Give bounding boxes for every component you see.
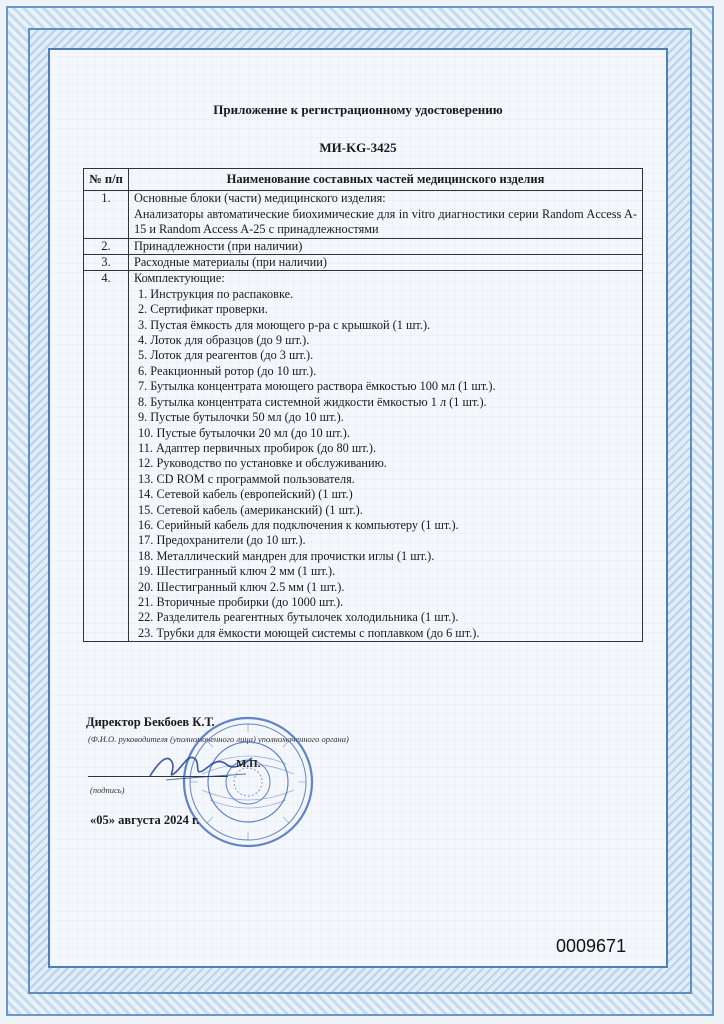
row-name — [129, 191, 643, 238]
component-item: 9. Пустые бутылочки 50 мл (до 10 шт.). — [138, 410, 344, 425]
component-item: 16. Серийный кабель для подключения к компьютеру (1 шт.). — [138, 517, 459, 532]
table-row — [84, 238, 643, 254]
signature-caption: (подпись) — [90, 785, 125, 795]
component-item: 8. Бутылка концентрата системной жидкости ёмкостью 1 л (1 шт.). — [138, 394, 487, 409]
component-item: 4. Лоток для образцов (до 9 шт.). — [138, 333, 310, 348]
component-item: 18. Металлический мандрен для прочистки иглы (1 шт.). — [138, 548, 435, 563]
director-caption: (Ф.И.О. руководителя (уполномоченного лица) уполномоченного органа) — [88, 734, 349, 744]
table-row — [84, 271, 643, 642]
component-item: 6. Реакционный ротор (до 10 шт.). — [138, 363, 317, 378]
row-name: Расходные материалы (при наличии) — [129, 255, 643, 271]
row-name-detail: Анализаторы автоматические биохимические для in vitro диагностики серии Random Access A-15 и Random Access A-25 с принадлежностями — [134, 206, 637, 237]
component-item: 17. Предохранители (до 10 шт.). — [138, 533, 306, 548]
table-row — [84, 255, 643, 271]
row-num: 2. — [84, 238, 129, 254]
component-item: 3. Пустая ёмкость для моющего р-ра с крышкой (1 шт.). — [138, 317, 431, 332]
component-item: 13. CD ROM с программой пользователя. — [138, 471, 355, 486]
component-item: 14. Сетевой кабель (европейский) (1 шт.) — [138, 487, 353, 502]
document-title: Приложение к регистрационному удостоверению — [213, 102, 503, 117]
header-name: Наименование составных частей медицинского изделия — [129, 169, 643, 191]
document-page — [48, 48, 668, 968]
component-item: 12. Руководство по установке и обслуживанию. — [138, 456, 387, 471]
component-item: 2. Сертификат проверки. — [138, 302, 268, 317]
components-table — [83, 168, 643, 642]
component-item: 15. Сетевой кабель (американский) (1 шт.). — [138, 502, 363, 517]
row-name-line: Основные блоки (части) медицинского изделия: — [134, 191, 386, 206]
row-num: 3. — [84, 255, 129, 271]
row-num: 1. — [84, 191, 129, 238]
table-header-row — [84, 169, 643, 191]
stamp-label: М.П. — [236, 758, 261, 770]
serial-number: 0009671 — [556, 936, 627, 956]
component-item: 22. Разделитель реагентных бутылочек холодильника (1 шт.). — [138, 610, 459, 625]
component-item: 23. Трубки для ёмкости моющей системы с поплавком (до 6 шт.). — [138, 625, 480, 640]
component-item: 21. Вторичные пробирки (до 1000 шт.). — [138, 594, 344, 609]
component-item: 11. Адаптер первичных пробирок (до 80 шт.). — [138, 440, 377, 455]
components-list — [134, 287, 637, 641]
component-item: 20. Шестигранный ключ 2.5 мм (1 шт.). — [138, 579, 345, 594]
row-name-line: Комплектующие: — [134, 271, 225, 286]
row-num: 4. — [84, 271, 129, 642]
component-item: 19. Шестигранный ключ 2 мм (1 шт.). — [138, 564, 336, 579]
document-date: «05» августа 2024 г. — [90, 813, 200, 827]
row-name: Принадлежности (при наличии) — [129, 238, 643, 254]
component-item: 5. Лоток для реагентов (до 3 шт.). — [138, 348, 314, 363]
row-name — [129, 271, 643, 642]
header-num: № п/п — [84, 169, 129, 191]
table-row — [84, 191, 643, 238]
component-item: 10. Пустые бутылочки 20 мл (до 10 шт.). — [138, 425, 350, 440]
component-item: 7. Бутылка концентрата моющего раствора ёмкостью 100 мл (1 шт.). — [138, 379, 496, 394]
registration-number: МИ-KG-3425 — [319, 140, 397, 155]
director-name: Директор Бекбоев К.Т. — [86, 715, 215, 729]
component-item: 1. Инструкция по распаковке. — [138, 286, 294, 301]
